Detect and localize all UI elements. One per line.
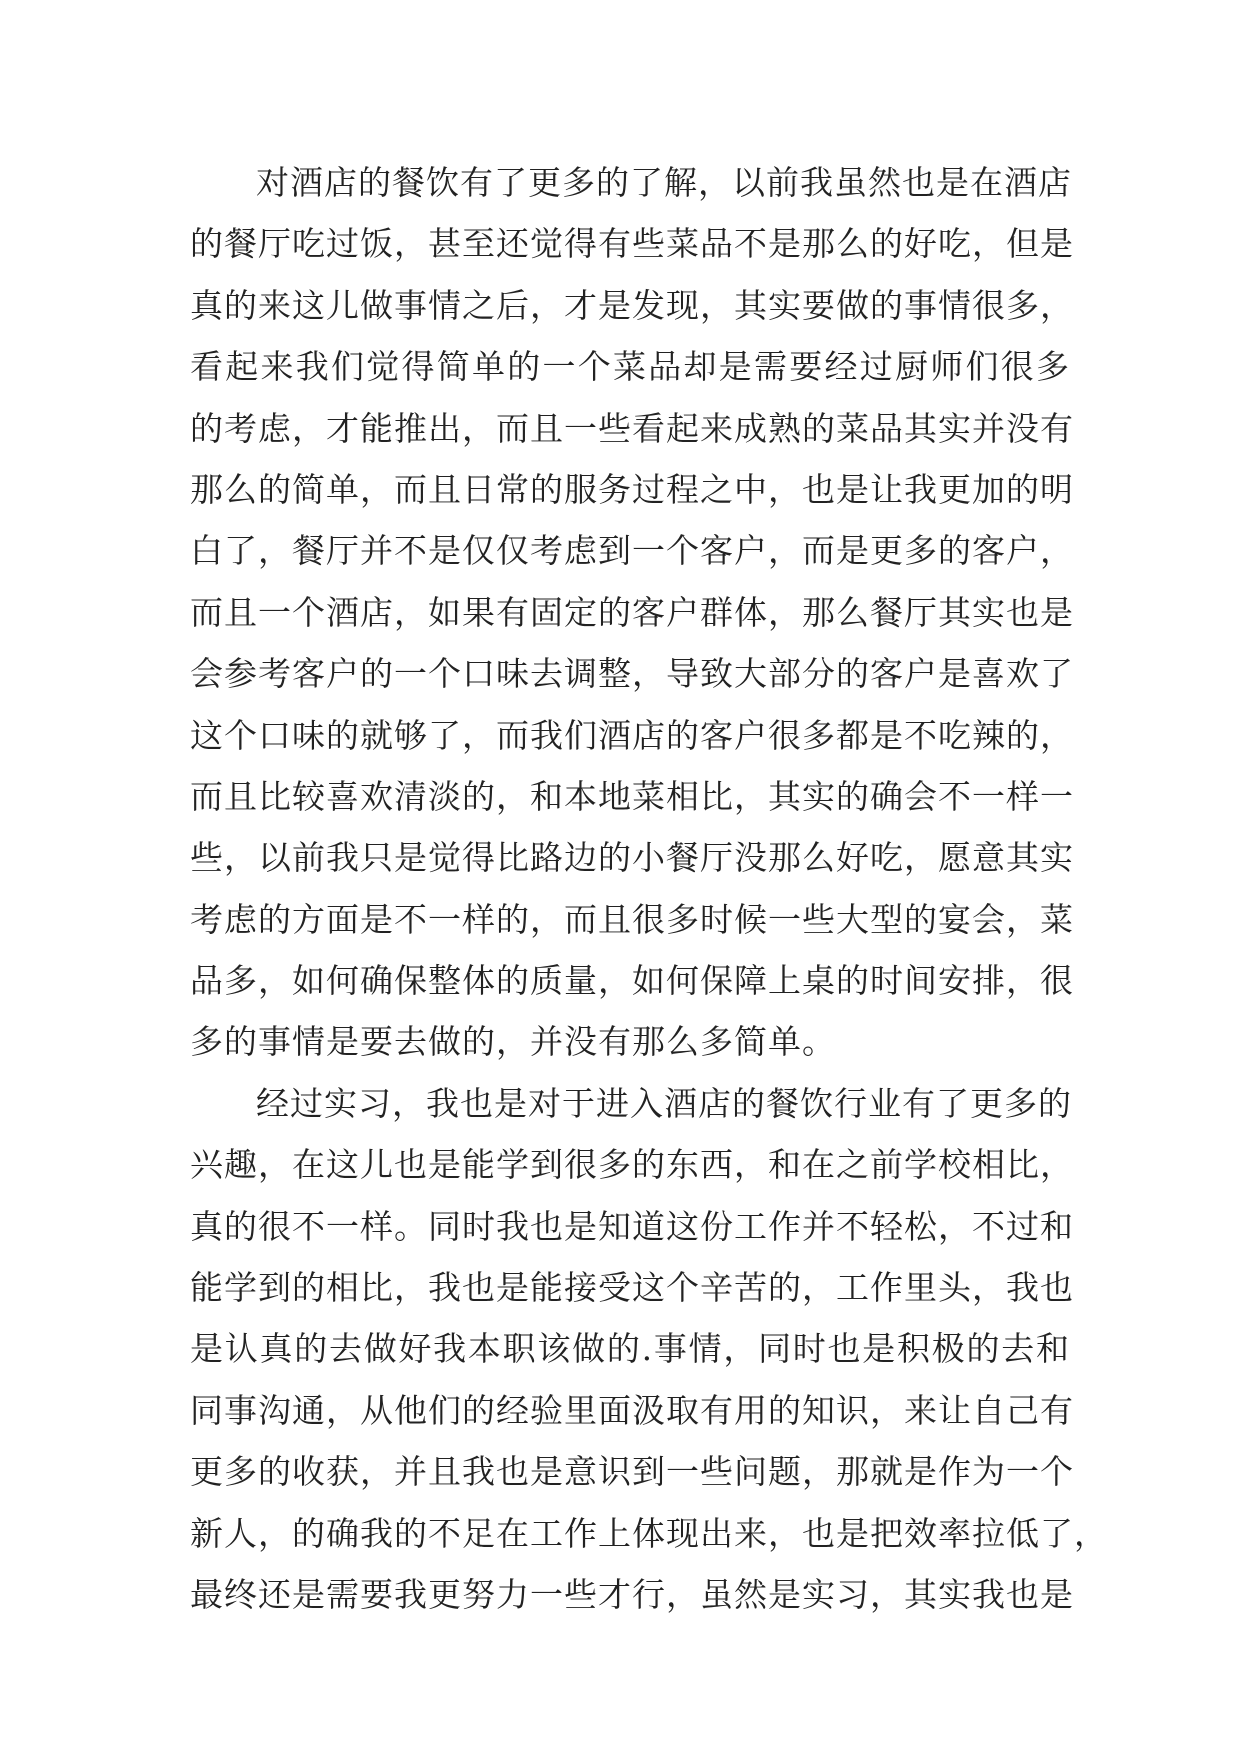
paragraph-line: 真的很不一样。同时我也是知道这份工作并不轻松，不过和 [190,1206,1074,1246]
paragraph-line: 而且一个酒店，如果有固定的客户群体，那么餐厅其实也是 [190,592,1074,632]
paragraph-line: 会参考客户的一个口味去调整，导致大部分的客户是喜欢了 [190,654,1074,694]
paragraph-line: 而且比较喜欢清淡的，和本地菜相比，其实的确会不一样一 [190,776,1074,816]
paragraph-line: 品多，如何确保整体的质量，如何保障上桌的时间安排，很 [190,961,1074,1001]
paragraph-line: 些，以前我只是觉得比路边的小餐厅没那么好吃，愿意其实 [190,838,1074,878]
paragraph-line: 考虑的方面是不一样的，而且很多时候一些大型的宴会，菜 [190,899,1074,939]
document-body [190,152,1108,1625]
paragraph-line: 的餐厅吃过饭，甚至还觉得有些菜品不是那么的好吃，但是 [190,224,1074,264]
paragraph-line: 同事沟通，从他们的经验里面汲取有用的知识，来让自己有 [190,1390,1074,1430]
paragraph-line: 看起来我们觉得简单的一个菜品却是需要经过厨师们很多 [190,347,1070,387]
paragraph-line: 兴趣，在这儿也是能学到很多的东西，和在之前学校相比， [190,1145,1074,1185]
paragraph-1 [190,152,1074,1073]
paragraph-line: 是认真的去做好我本职该做的.事情，同时也是积极的去和 [190,1329,1070,1369]
paragraph-line: 更多的收获，并且我也是意识到一些问题，那就是作为一个 [190,1452,1074,1492]
paragraph-line: 这个口味的就够了，而我们酒店的客户很多都是不吃辣的， [190,715,1074,755]
paragraph-line: 经过实习，我也是对于进入酒店的餐饮行业有了更多的 [256,1083,1072,1123]
paragraph-line: 的考虑，才能推出，而且一些看起来成熟的菜品其实并没有 [190,408,1074,448]
paragraph-line: 白了，餐厅并不是仅仅考虑到一个客户，而是更多的客户， [190,531,1074,571]
paragraph-line: 多的事情是要去做的，并没有那么多简单。 [190,1022,836,1062]
paragraph-line: 真的来这儿做事情之后，才是发现，其实要做的事情很多， [190,285,1074,325]
paragraph-line: 新人，的确我的不足在工作上体现出来，也是把效率拉低了， [190,1513,1108,1553]
paragraph-line: 对酒店的餐饮有了更多的了解，以前我虽然也是在酒店 [256,163,1072,202]
paragraph-line: 能学到的相比，我也是能接受这个辛苦的，工作里头，我也 [190,1268,1074,1308]
paragraph-line: 那么的简单，而且日常的服务过程之中，也是让我更加的明 [190,469,1074,509]
paragraph-2 [190,1073,1108,1626]
paragraph-line: 最终还是需要我更努力一些才行，虽然是实习，其实我也是 [190,1574,1074,1614]
